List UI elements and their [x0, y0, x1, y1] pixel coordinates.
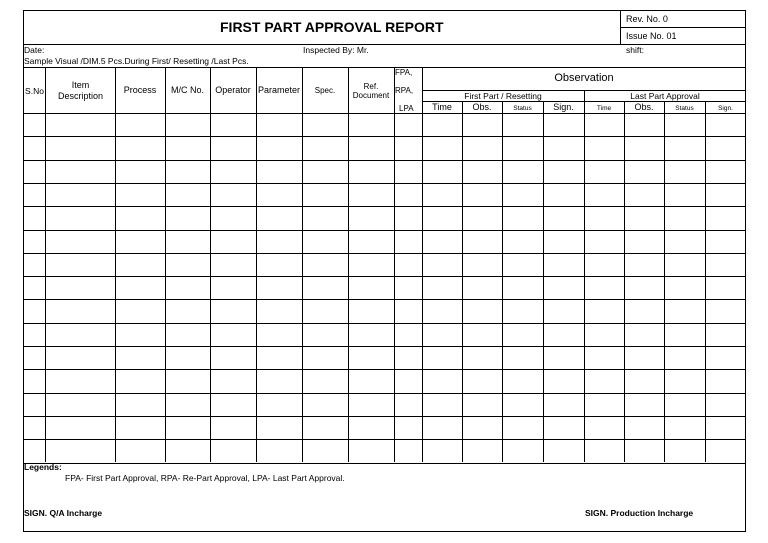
lp-sign: Sign. — [718, 105, 733, 112]
grid-column-line — [705, 101, 706, 462]
table-row-line — [23, 393, 746, 394]
shift-label: shift: — [626, 45, 644, 55]
table-row-line — [23, 439, 746, 440]
lp-time: Time — [596, 105, 612, 112]
col-rpa: RPA, — [395, 86, 414, 95]
table-row-line — [23, 463, 746, 464]
observation-header: Observation — [554, 72, 614, 84]
col-ref-1: Ref. — [363, 82, 379, 91]
col-ref-2: Document — [352, 91, 390, 100]
grid-column-line — [664, 101, 665, 462]
sample-note: Sample Visual /DIM.5 Pcs.During First/ Resetting /Last Pcs. — [24, 56, 249, 66]
col-mc-no: M/C No. — [170, 85, 204, 95]
sign-qa-incharge: SIGN. Q/A Incharge — [24, 508, 103, 518]
grid-column-line — [115, 67, 116, 462]
grid-column-line — [45, 67, 46, 462]
table-row-line — [23, 416, 746, 417]
grid-column-line — [624, 101, 625, 462]
issue-no: Issue No. 01 — [626, 31, 677, 41]
fp-status: Status — [513, 105, 532, 112]
table-row-line — [23, 183, 746, 184]
inspected-by: Inspected By: Mr. — [303, 45, 369, 55]
table-row-line — [23, 253, 746, 254]
report-title: FIRST PART APPROVAL REPORT — [220, 19, 444, 35]
table-row-line — [23, 113, 746, 114]
legends-text: FPA- First Part Approval, RPA- Re-Part Approval, LPA- Last Part Approval. — [65, 473, 345, 483]
table-row-line — [23, 323, 746, 324]
fp-obs: Obs. — [472, 102, 492, 112]
grid-column-line — [210, 67, 211, 462]
col-fpa: FPA, — [395, 68, 413, 77]
table-row-line — [23, 136, 746, 137]
grid-column-line — [394, 67, 395, 462]
grid-column-line — [543, 101, 544, 462]
table-row-line — [23, 276, 746, 277]
fp-time: Time — [432, 102, 452, 112]
first-part-header: First Part / Resetting — [464, 91, 542, 101]
grid-column-line — [502, 101, 503, 462]
grid-column-line — [422, 67, 423, 462]
col-item-1: Item — [71, 80, 90, 90]
last-part-header: Last Part Approval — [630, 91, 700, 101]
col-process: Process — [123, 85, 157, 95]
table-row-line — [23, 346, 746, 347]
table-row-line — [23, 369, 746, 370]
col-item-2: Description — [57, 91, 104, 101]
table-row-line — [23, 160, 746, 161]
table-row-line — [23, 206, 746, 207]
col-operator: Operator — [215, 85, 251, 95]
grid-column-line — [256, 67, 257, 462]
table-row-line — [23, 230, 746, 231]
grid-column-line — [165, 67, 166, 462]
col-parameter: Parameter — [257, 85, 301, 95]
lp-status: Status — [675, 105, 694, 112]
sign-production-incharge: SIGN. Production Incharge — [585, 508, 694, 518]
date-label: Date: — [24, 45, 45, 55]
grid-column-line — [302, 67, 303, 462]
col-lpa: LPA — [399, 104, 414, 113]
fp-sign: Sign. — [553, 102, 574, 112]
table-row-line — [23, 299, 746, 300]
lp-obs: Obs. — [634, 102, 654, 112]
grid-column-line — [462, 101, 463, 462]
rev-no: Rev. No. 0 — [626, 14, 668, 24]
col-sno: S.No — [25, 86, 44, 96]
grid-column-line — [348, 67, 349, 462]
col-spec: Spec. — [314, 86, 336, 95]
legends-label: Legends: — [24, 462, 62, 472]
